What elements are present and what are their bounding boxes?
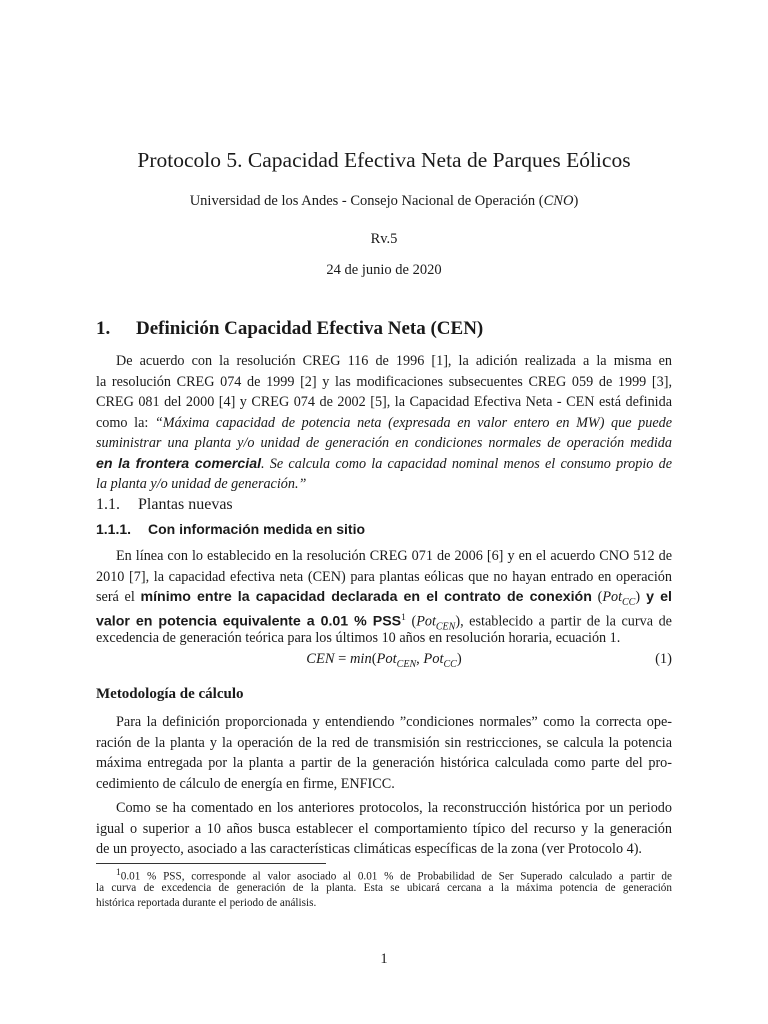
math-operator: = (334, 651, 350, 667)
subsubsection-paragraph (96, 546, 672, 649)
document-date: 24 de junio de 2020 (326, 262, 442, 278)
text-line: 2010 [7], la capacidad efectiva neta (CEN) para plantas eólicas que no hayan entrado en operación (96, 568, 672, 585)
math-var: CEN (306, 651, 335, 667)
subsubsection-title: Con información medida en sitio (148, 521, 366, 537)
author-close: ) (573, 193, 579, 209)
math-function: min (349, 651, 372, 667)
math-paren: ( (371, 651, 377, 667)
text-line: Para la definición proporcionada y entendiendo ”condiciones normales” como la correcta ope- (116, 714, 672, 730)
equation-formula (96, 651, 672, 670)
document-title: Protocolo 5. Capacidad Efectiva Neta de Parques Eólicos (137, 148, 631, 172)
equation-number: (1) (655, 651, 672, 667)
section-number: 1. (96, 318, 111, 339)
text-line: excedencia de generación teórica para los últimos 10 años en resolución horaria, ecuación 1. (96, 630, 621, 646)
emphasis-text: en la frontera comercial (96, 455, 262, 472)
footnote-rule (96, 863, 326, 864)
text-line: la resolución CREG 074 de 1999 [2] y las modificaciones subsecuentes CREG 059 de 1999 [3], (96, 373, 672, 390)
bold-text: y el (640, 589, 672, 605)
subsection-title: Plantas nuevas (138, 496, 233, 513)
math-var: Pot (376, 651, 397, 667)
footnote-line: histórica reportada durante el periodo de análisis. (96, 897, 317, 909)
text-line: CREG 081 del 2000 [4] y CREG 074 de 2002 [5], la Capacidad Efectiva Neta - CEN está definida (96, 394, 672, 410)
quote-text: . Se calcula como la capacidad nominal menos el consumo propio de (261, 455, 672, 472)
section-title: Definición Capacidad Efectiva Neta (CEN) (136, 318, 484, 339)
text-run: ), establecido a partir de la curva de (455, 613, 672, 630)
metodologia-paragraph-2 (96, 798, 672, 860)
math-paren: ) (456, 651, 462, 667)
footnote-text: 0.01 % PSS, corresponde al valor asociado al 0.01 % de Probabilidad de Ser Superado calculado a partir de (120, 870, 672, 883)
footnote-line: la curva de excedencia de generación de la planta. Esta se ubicará cercana a la máxima potencia de generación (96, 882, 672, 894)
subsubsection-number: 1.1.1. (96, 521, 132, 537)
author-text: Universidad de los Andes - Consejo Nacional de Operación ( (189, 193, 544, 209)
text-line (96, 454, 672, 475)
math-subscript: CEN (435, 621, 456, 633)
section-1-paragraph (96, 351, 672, 495)
bold-text: mínimo entre la capacidad declarada en el contrato de conexión (140, 589, 592, 605)
quote-line: suministrar una planta y/o unidad de generación en condiciones normales de operación medida (96, 435, 672, 451)
text-line: de un proyecto, asociado a las características climáticas específicas de la zona (ver Protocolo 4). (96, 841, 642, 857)
text-run: ( (405, 613, 417, 630)
text-line: ración de la planta y la operación de la red de transmisión sin restricciones, se calcula la potencia (96, 734, 672, 751)
quote-text: “Máxima capacidad de potencia neta (expresada en valor entero en MW) que puede (154, 414, 673, 431)
text-line (96, 587, 672, 608)
text-line (96, 413, 672, 434)
text-line: Como se ha comentado en los anteriores protocolos, la reconstrucción histórica por un periodo (116, 800, 672, 816)
text-line: En línea con lo establecido en la resolución CREG 071 de 2006 [6] y en el acuerdo CNO 512 de (116, 548, 672, 564)
text-line: máxima entregada por la planta a partir de la generación histórica calculada como parte del pro- (96, 755, 672, 771)
author-abbreviation: CNO (543, 193, 574, 209)
subsection-1-1-heading (96, 496, 233, 514)
footnote (96, 866, 672, 911)
text-run: como la: (96, 414, 155, 431)
footnote-mark: 1 (116, 868, 121, 878)
revision-label: Rv.5 (370, 231, 398, 247)
text-line: cedimiento de cálculo de energía en firme, ENFICC. (96, 775, 395, 792)
math-subscript: CEN (396, 658, 417, 670)
math-var: Pot (602, 589, 623, 605)
text-run: será el (96, 589, 141, 605)
author-line (0, 193, 768, 210)
subsubsection-1-1-1-heading (96, 521, 365, 537)
math-subscript: CC (443, 658, 457, 670)
subsection-number: 1.1. (96, 496, 120, 513)
text-line: igual o superior a 10 años busca establecer el comportamiento típico del recurso y la generación (96, 820, 672, 837)
metodologia-paragraph-1 (96, 712, 672, 794)
paragraph-heading-metodologia: Metodología de cálculo (96, 686, 244, 702)
page-number: 1 (380, 951, 388, 967)
math-var: Pot (423, 651, 444, 667)
text-run: ) (635, 589, 641, 605)
math-var: Pot (416, 613, 436, 630)
math-subscript: CC (622, 596, 636, 608)
bold-text: valor en potencia equivalente a 0.01 % PSS (96, 613, 402, 630)
text-line: De acuerdo con la resolución CREG 116 de 1996 [1], la adición realizada a la misma en (116, 353, 672, 369)
text-line (96, 608, 672, 633)
section-1-heading (96, 318, 483, 340)
footnote-ref: 1 (401, 612, 406, 623)
math-separator: , (416, 651, 424, 667)
footnote-line (96, 866, 672, 881)
quote-line: la planta y/o unidad de generación.” (96, 476, 307, 492)
text-run: ( (591, 589, 603, 605)
